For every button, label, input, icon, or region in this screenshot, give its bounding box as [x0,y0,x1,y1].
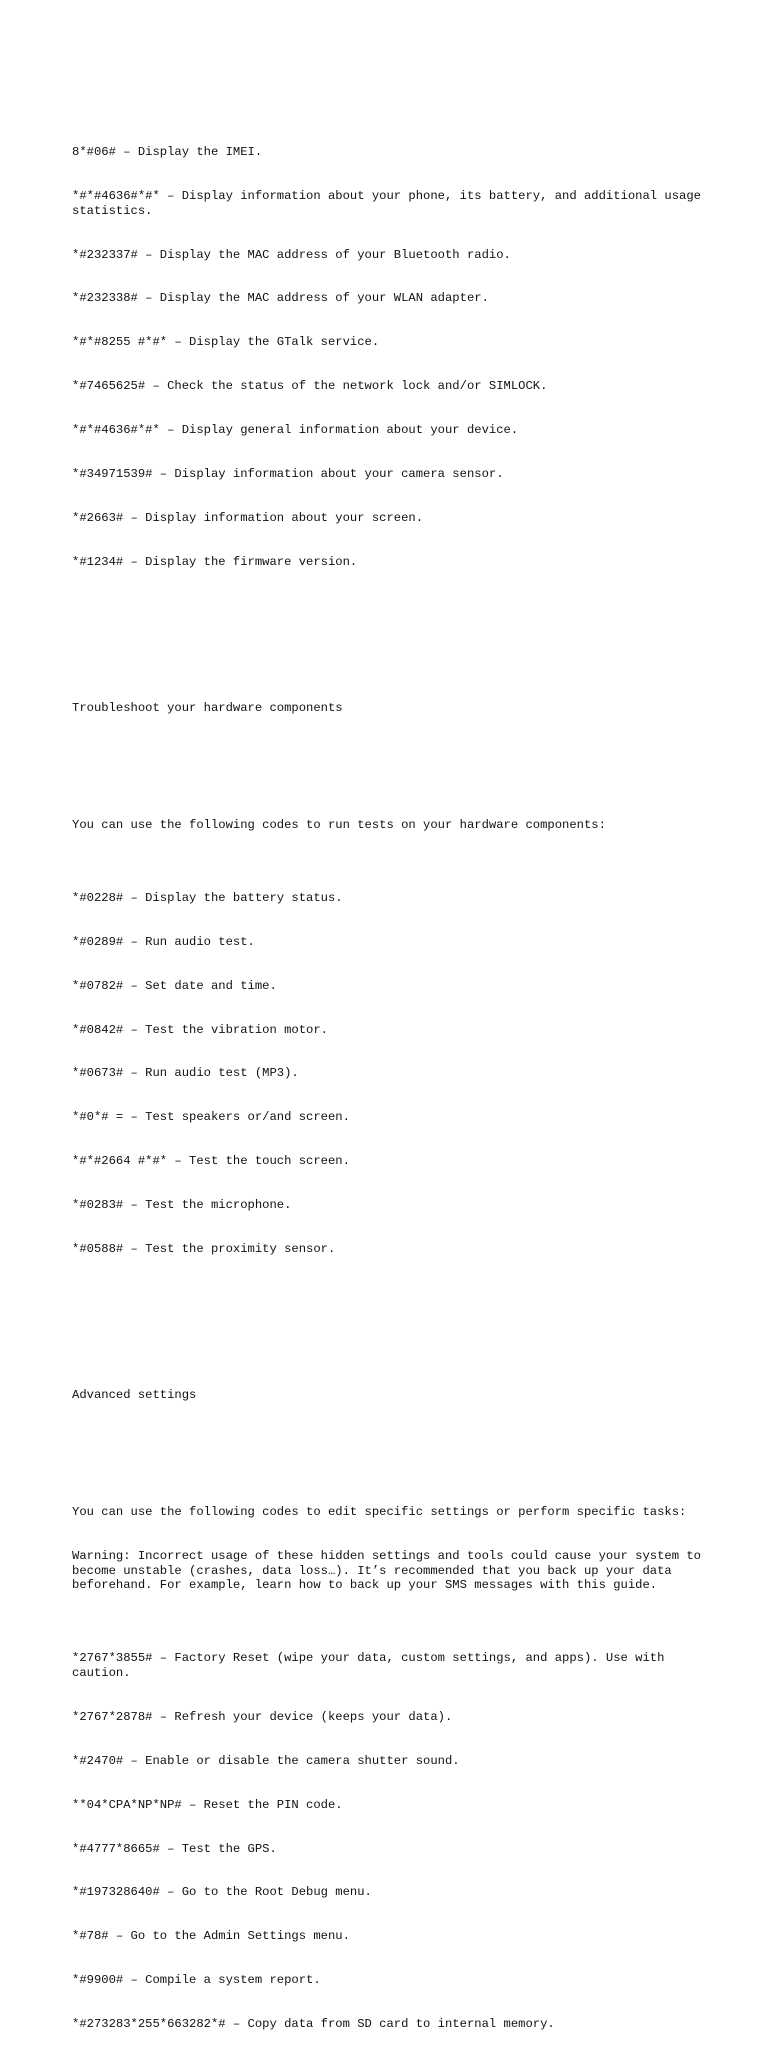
section-heading-advanced: Advanced settings [72,1388,197,1403]
list-item: *#0842# – Test the vibration motor. [72,1022,328,1037]
list-item: *#232338# – Display the MAC address of your WLAN adapter. [72,291,489,306]
list-item: *#2663# – Display information about your screen. [72,510,424,525]
list-item: 8*#06# – Display the IMEI. [72,145,263,160]
warning-text: Warning: Incorrect usage of these hidden settings and tools could cause your system to become unstable (crashes, data loss…). It’s recommended that you back up your data beforehand. For example, learn how to back up your SMS messages with this guide. [72,1549,709,1593]
hardware-intro: You can use the following codes to run tests on your hardware components: [72,817,606,832]
list-item: *#0283# – Test the microphone. [72,1198,292,1213]
section-heading-hardware: Troubleshoot your hardware components [72,700,343,715]
hardware-codes-list [72,862,712,1286]
list-item: *#0588# – Test the proximity sensor. [72,1241,336,1256]
list-item: *#2470# – Enable or disable the camera shutter sound. [72,1753,460,1768]
advanced-codes-list [72,1622,712,2048]
list-item: *#1234# – Display the firmware version. [72,554,358,569]
list-item: *#*#8255 #*#* – Display the GTalk service. [72,335,380,350]
list-item: *#197328640# – Go to the Root Debug menu. [72,1885,372,1900]
spacer [72,759,712,774]
list-item: *#0*# = – Test speakers or/and screen. [72,1110,350,1125]
list-item: *#0782# – Set date and time. [72,978,277,993]
document-text [72,72,712,2048]
list-item: *#34971539# – Display information about your camera sensor. [72,466,504,481]
list-item: *#7465625# – Check the status of the network lock and/or SIMLOCK. [72,379,548,394]
list-item: *2767*2878# – Refresh your device (keeps your data). [72,1709,453,1724]
list-item: *#*#4636#*#* – Display information about your phone, its battery, and additional usage statistics. [72,189,709,218]
list-item: *#232337# – Display the MAC address of your Bluetooth radio. [72,247,511,262]
spacer [72,642,712,657]
list-item: *#78# – Go to the Admin Settings menu. [72,1929,350,1944]
list-item: *#0289# – Run audio test. [72,934,255,949]
spacer [72,1330,712,1345]
list-item: *#*#4636#*#* – Display general information about your device. [72,423,519,437]
list-item: *2767*3855# – Factory Reset (wipe your data, custom settings, and apps). Use with caution. [72,1651,672,1681]
spacer [72,1447,712,1462]
list-item: *#9900# – Compile a system report. [72,1973,321,1988]
list-item: *#0228# – Display the battery status. [72,890,343,905]
list-item: *#273283*255*663282*# – Copy data from SD card to internal memory. [72,2017,555,2032]
list-item: *#0673# – Run audio test (MP3). [72,1066,299,1081]
list-item: *#4777*8665# – Test the GPS. [72,1841,277,1856]
list-item: *#*#2664 #*#* – Test the touch screen. [72,1154,350,1169]
info-codes-list [72,116,712,599]
list-item: **04*CPA*NP*NP# – Reset the PIN code. [72,1797,343,1812]
advanced-intro: You can use the following codes to edit specific settings or perform specific tasks: [72,1505,687,1520]
